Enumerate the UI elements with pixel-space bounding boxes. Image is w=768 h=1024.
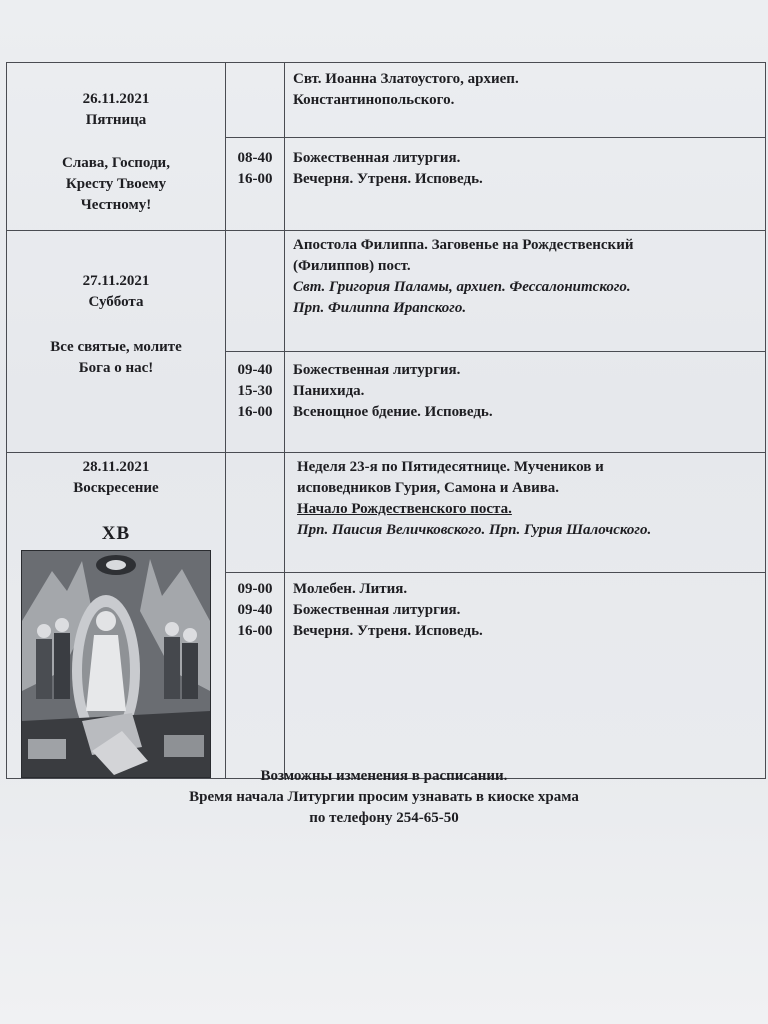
saint-line: Свт. Григория Паламы, архиеп. Фессалонитского. xyxy=(293,279,631,295)
prayer-line: Честному! xyxy=(80,197,152,213)
footer-line: Возможны изменения в расписании. xyxy=(260,768,508,784)
saint-line: Неделя 23-я по Пятидесятнице. Мучеников и xyxy=(297,459,604,475)
service-time: 09-40 xyxy=(237,362,273,378)
time-cell xyxy=(226,352,285,453)
service-name: Всенощное бдение. Исповедь. xyxy=(293,404,493,420)
service-time: 15-30 xyxy=(237,383,273,399)
saint-line: (Филиппов) пост. xyxy=(293,258,411,274)
service-schedule-table xyxy=(6,62,766,779)
day-date: 28.11.2021 xyxy=(82,459,150,475)
footer-phone-line: по телефону 254-65-50 xyxy=(309,810,459,826)
service-time: 08-40 xyxy=(237,150,273,166)
service-time: 16-00 xyxy=(237,404,273,420)
time-cell-empty xyxy=(226,453,285,573)
service-time: 09-40 xyxy=(237,602,273,619)
day-row-saints xyxy=(7,231,766,352)
service-name: Панихида. xyxy=(293,383,365,399)
services-cell xyxy=(285,573,766,779)
saint-line: Начало Рождественского поста. xyxy=(297,501,512,517)
service-name: Молебен. Лития. xyxy=(293,581,408,598)
footer-line: Время начала Литургии просим узнавать в киоске храма xyxy=(189,789,579,805)
day-date: 26.11.2021 xyxy=(82,91,150,107)
time-cell-empty xyxy=(226,63,285,138)
saint-line: Апостола Филиппа. Заговенье на Рождественский xyxy=(293,237,634,253)
saint-line: Свт. Иоанна Златоустого, архиеп. xyxy=(293,71,519,87)
service-time: 16-00 xyxy=(237,171,273,187)
prayer-line: Все святые, молите xyxy=(50,339,182,355)
saints-cell xyxy=(285,453,766,573)
prayer-line: Кресту Твоему xyxy=(65,176,167,192)
saint-line: Прп. Филиппа Ирапского. xyxy=(293,300,467,316)
day-prayer xyxy=(7,337,225,379)
day-prayer xyxy=(7,153,225,216)
greeting: ХВ xyxy=(101,523,131,544)
service-time: 16-00 xyxy=(237,623,273,640)
service-name: Божественная литургия. xyxy=(293,150,461,166)
services-cell xyxy=(285,352,766,453)
day-weekday: Пятница xyxy=(85,112,147,128)
service-name: Вечерня. Утреня. Исповедь. xyxy=(293,171,483,187)
saint-line: исповедников Гурия, Самона и Авива. xyxy=(297,480,560,496)
day-weekday: Суббота xyxy=(88,294,144,310)
schedule-footer-notice xyxy=(0,766,768,829)
service-time: 09-00 xyxy=(237,581,273,598)
day-cell xyxy=(7,63,226,231)
resurrection-icon xyxy=(21,550,211,778)
time-cell-empty xyxy=(226,231,285,352)
day-row-saints xyxy=(7,453,766,573)
saint-line: Константинопольского. xyxy=(293,92,455,108)
service-name: Божественная литургия. xyxy=(293,602,461,619)
prayer-line: Бога о нас! xyxy=(78,360,154,376)
service-name: Божественная литургия. xyxy=(293,362,461,378)
time-cell xyxy=(226,573,285,779)
service-name: Вечерня. Утреня. Исповедь. xyxy=(293,623,483,640)
day-row-saints xyxy=(7,63,766,138)
day-weekday: Воскресение xyxy=(73,480,159,496)
saints-cell xyxy=(285,231,766,352)
day-cell xyxy=(7,231,226,453)
saint-line: Прп. Паисия Величковского. Прп. Гурия Шалочского. xyxy=(297,522,652,538)
saints-cell xyxy=(285,63,766,138)
services-cell xyxy=(285,138,766,231)
day-date: 27.11.2021 xyxy=(82,273,150,289)
day-cell xyxy=(7,453,226,779)
time-cell xyxy=(226,138,285,231)
prayer-line: Слава, Господи, xyxy=(62,155,170,171)
